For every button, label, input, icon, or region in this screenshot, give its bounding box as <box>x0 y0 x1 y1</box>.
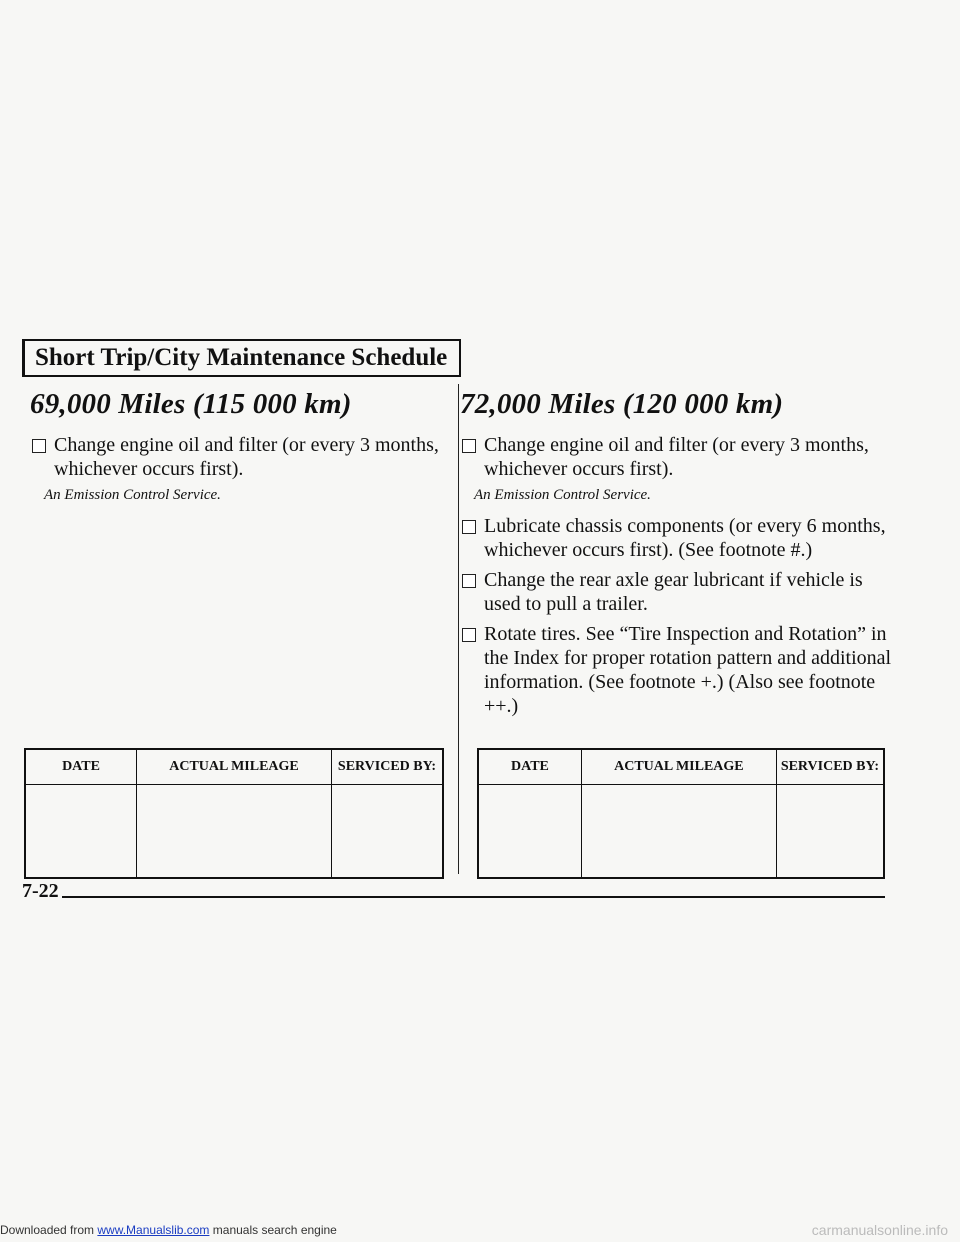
header-actual-mileage: ACTUAL MILEAGE <box>581 749 776 785</box>
service-log-table-left <box>24 748 444 879</box>
left-column <box>22 388 447 514</box>
checkbox-icon[interactable] <box>462 574 476 588</box>
task-item <box>452 433 892 481</box>
page-number: 7-22 <box>22 880 59 902</box>
table-row <box>25 785 443 879</box>
task-item <box>452 568 892 616</box>
header-date: DATE <box>478 749 581 785</box>
task-text: Lubricate chassis components (or every 6 months, whichever occurs first). (See footnote #.) <box>484 515 886 561</box>
service-log-table-right <box>477 748 885 879</box>
checkbox-icon[interactable] <box>32 439 46 453</box>
date-cell[interactable] <box>478 785 581 879</box>
site-watermark: carmanualsonline.info <box>811 1222 948 1238</box>
header-date: DATE <box>25 749 137 785</box>
emission-note: An Emission Control Service. <box>474 487 651 503</box>
date-cell[interactable] <box>25 785 137 879</box>
task-text: Change engine oil and filter (or every 3 months, whichever occurs first). <box>484 434 869 480</box>
serviced-by-cell[interactable] <box>776 785 884 879</box>
checkbox-icon[interactable] <box>462 628 476 642</box>
download-credit <box>0 1223 337 1237</box>
table-row <box>478 785 884 879</box>
right-column <box>452 388 892 724</box>
task-text: Change engine oil and filter (or every 3 months, whichever occurs first). <box>54 434 439 480</box>
mileage-cell[interactable] <box>137 785 332 879</box>
task-text: Change the rear axle gear lubricant if vehicle is used to pull a trailer. <box>484 569 863 615</box>
footer-rule <box>62 896 885 898</box>
checkbox-icon[interactable] <box>462 520 476 534</box>
task-item <box>452 514 892 562</box>
download-suffix: manuals search engine <box>209 1223 337 1237</box>
header-serviced-by: SERVICED BY: <box>332 749 444 785</box>
emission-note: An Emission Control Service. <box>44 487 221 503</box>
section-title: Short Trip/City Maintenance Schedule <box>35 344 448 371</box>
task-item <box>452 622 892 718</box>
table-header-row <box>478 749 884 785</box>
task-text: Rotate tires. See “Tire Inspection and Rotation” in the Index for proper rotation pattern and additional information. (See footnote +.) (Also see footnote ++.) <box>484 623 892 717</box>
mileage-title-69000: 69,000 Miles (115 000 km) <box>30 388 352 420</box>
serviced-by-cell[interactable] <box>332 785 444 879</box>
table-header-row <box>25 749 443 785</box>
header-actual-mileage: ACTUAL MILEAGE <box>137 749 332 785</box>
manualslib-link[interactable]: www.Manualslib.com <box>97 1223 210 1237</box>
checkbox-icon[interactable] <box>462 439 476 453</box>
mileage-cell[interactable] <box>581 785 776 879</box>
download-prefix: Downloaded from <box>0 1223 98 1237</box>
section-header <box>22 339 461 377</box>
task-item <box>22 433 447 481</box>
mileage-title-72000: 72,000 Miles (120 000 km) <box>460 388 784 420</box>
header-serviced-by: SERVICED BY: <box>776 749 884 785</box>
